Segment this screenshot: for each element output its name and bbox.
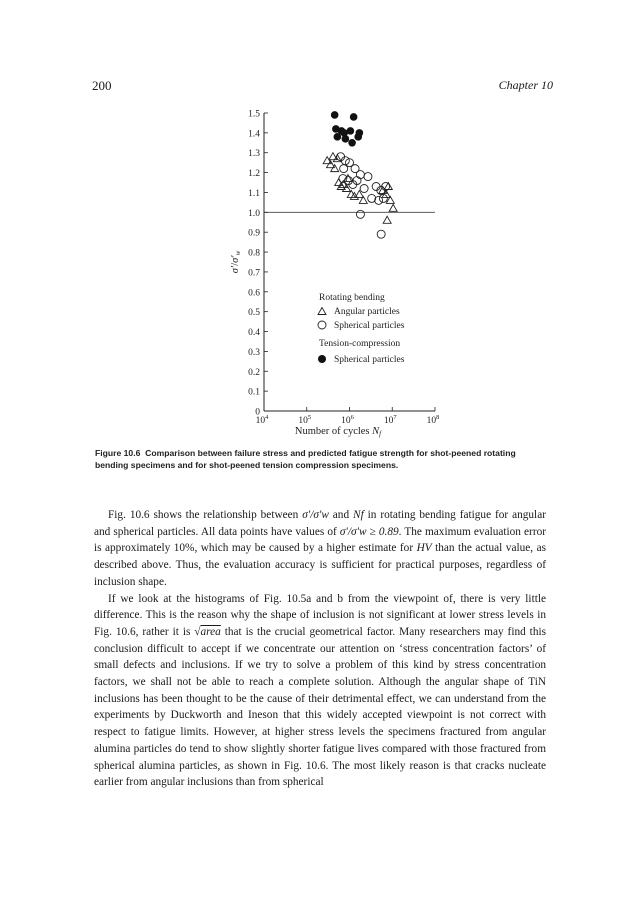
x-axis-label: Number of cycles Nf (294, 426, 382, 438)
y-tick-label: 0.2 (248, 367, 260, 378)
data-point-spherical (360, 184, 368, 192)
y-tick-label: 1.5 (248, 109, 260, 120)
y-tick-label: 0.4 (248, 328, 260, 339)
data-point-spherical (364, 173, 372, 181)
y-tick-label: 0.6 (248, 288, 260, 299)
y-tick-label: 0.3 (248, 347, 260, 358)
legend-triangle-icon (318, 308, 326, 315)
y-axis-label: σ′/σ′w (230, 250, 242, 274)
math-stress-bound: σ'/σ'w ≥ 0.89 (339, 525, 399, 538)
data-point-angular (331, 165, 339, 172)
y-tick-label: 0 (255, 407, 260, 418)
data-point-tension-compression (356, 129, 364, 137)
data-point-angular (383, 216, 391, 223)
data-point-angular (389, 204, 397, 211)
fatigue-chart (0, 0, 639, 445)
data-point-spherical (356, 210, 364, 218)
legend-group-rotating-bending: Rotating bending (319, 293, 385, 303)
legend-angular-label: Angular particles (334, 307, 400, 317)
page-number: 200 (92, 78, 112, 93)
legend-filled-circle-icon (318, 355, 326, 363)
body-text (94, 507, 546, 791)
y-tick-label: 1.2 (248, 169, 260, 180)
figure-caption-text: Comparison between failure stress and predicted fatigue strength for shot-peened rotating bending specimens and for shot-peened tension compression specimens. (95, 448, 516, 470)
data-point-spherical (377, 230, 385, 238)
x-tick-label: $10^6$ (341, 414, 354, 426)
legend-open-circle-icon (318, 321, 326, 329)
y-tick-label: 1.1 (248, 188, 260, 199)
figure-caption (95, 447, 547, 471)
y-tick-label: 0.9 (248, 228, 260, 239)
paragraph-1: Fig. 10.6 shows the relationship between σ'/σ'w and Nf in rotating bending fatigue for angular and spherical particles. All data points have values of σ'/σ'w ≥ 0.89. The maximum evaluation error is approximately 10%, which may be caused by a higher estimate for HV than the actual value, as described above. Thus, the evaluation accuracy is sufficient for practical purposes, regardless of inclusion shape. (94, 509, 546, 588)
chapter-title: Chapter 10 (498, 78, 553, 92)
data-point-angular (329, 153, 337, 160)
x-tick-label: $10^8$ (426, 414, 440, 426)
y-tick-label: 1.3 (248, 149, 260, 160)
y-tick-label: 1.0 (248, 208, 260, 219)
y-tick-label: 0.5 (248, 308, 260, 319)
data-point-tension-compression (347, 127, 355, 135)
math-area: area (200, 625, 221, 638)
data-point-tension-compression (342, 135, 350, 143)
data-point-spherical (375, 196, 383, 204)
data-point-tension-compression (350, 113, 358, 121)
data-point-spherical (356, 171, 364, 179)
legend-spherical-tc-label: Spherical particles (334, 355, 405, 365)
legend-spherical-label: Spherical particles (334, 321, 405, 331)
sqrt-symbol: √ (194, 625, 201, 638)
x-tick-label: $10^7$ (383, 414, 397, 426)
data-point-tension-compression (331, 111, 339, 119)
math-nf: Nf (353, 509, 364, 521)
x-tick-label: $10^4$ (255, 414, 269, 426)
y-tick-label: 1.4 (248, 129, 260, 140)
figure-label: Figure 10.6 (95, 448, 141, 458)
math-hv: HV (416, 542, 432, 555)
y-tick-label: 0.7 (248, 268, 260, 279)
x-tick-label: $10^5$ (298, 414, 312, 426)
data-point-tension-compression (348, 139, 356, 147)
y-tick-label: 0.1 (248, 387, 260, 398)
y-tick-label: 0.8 (248, 248, 260, 259)
paragraph-2: If we look at the histograms of Fig. 10.5a and b from the viewpoint of, there is very little difference. This is the reason why the shape of inclusion is not significant at lower stress levels in Fig. 10.6, rather it is √area that is the crucial geometrical factor. Many researchers may find this conclusion difficult to accept if we concentrate our attention on ‘stress concentration factors’ of small defects and inclusions. If we try to solve a problem of this kind by stress concentration factors, we shall not be able to reach a complete solution. Although the angular shape of TiN inclusions has been thought to be the cause of their detrimental effect, we can understand from the experiments by Duckworth and Ineson that this widely accepted viewpoint is not correct with respect to fatigue limits. However, at higher stress levels the specimens fractured from angular alumina particles do tend to show slightly shorter fatigue lives compared with those fractured from spherical alumina particles, as shown in Fig. 10.6. The most likely reason is that cracks nucleate earlier from angular inclusions than from spherical (94, 592, 546, 789)
legend-group-tension-compression: Tension-compression (319, 339, 401, 349)
math-stress-ratio: σ'/σ'w (302, 509, 329, 521)
